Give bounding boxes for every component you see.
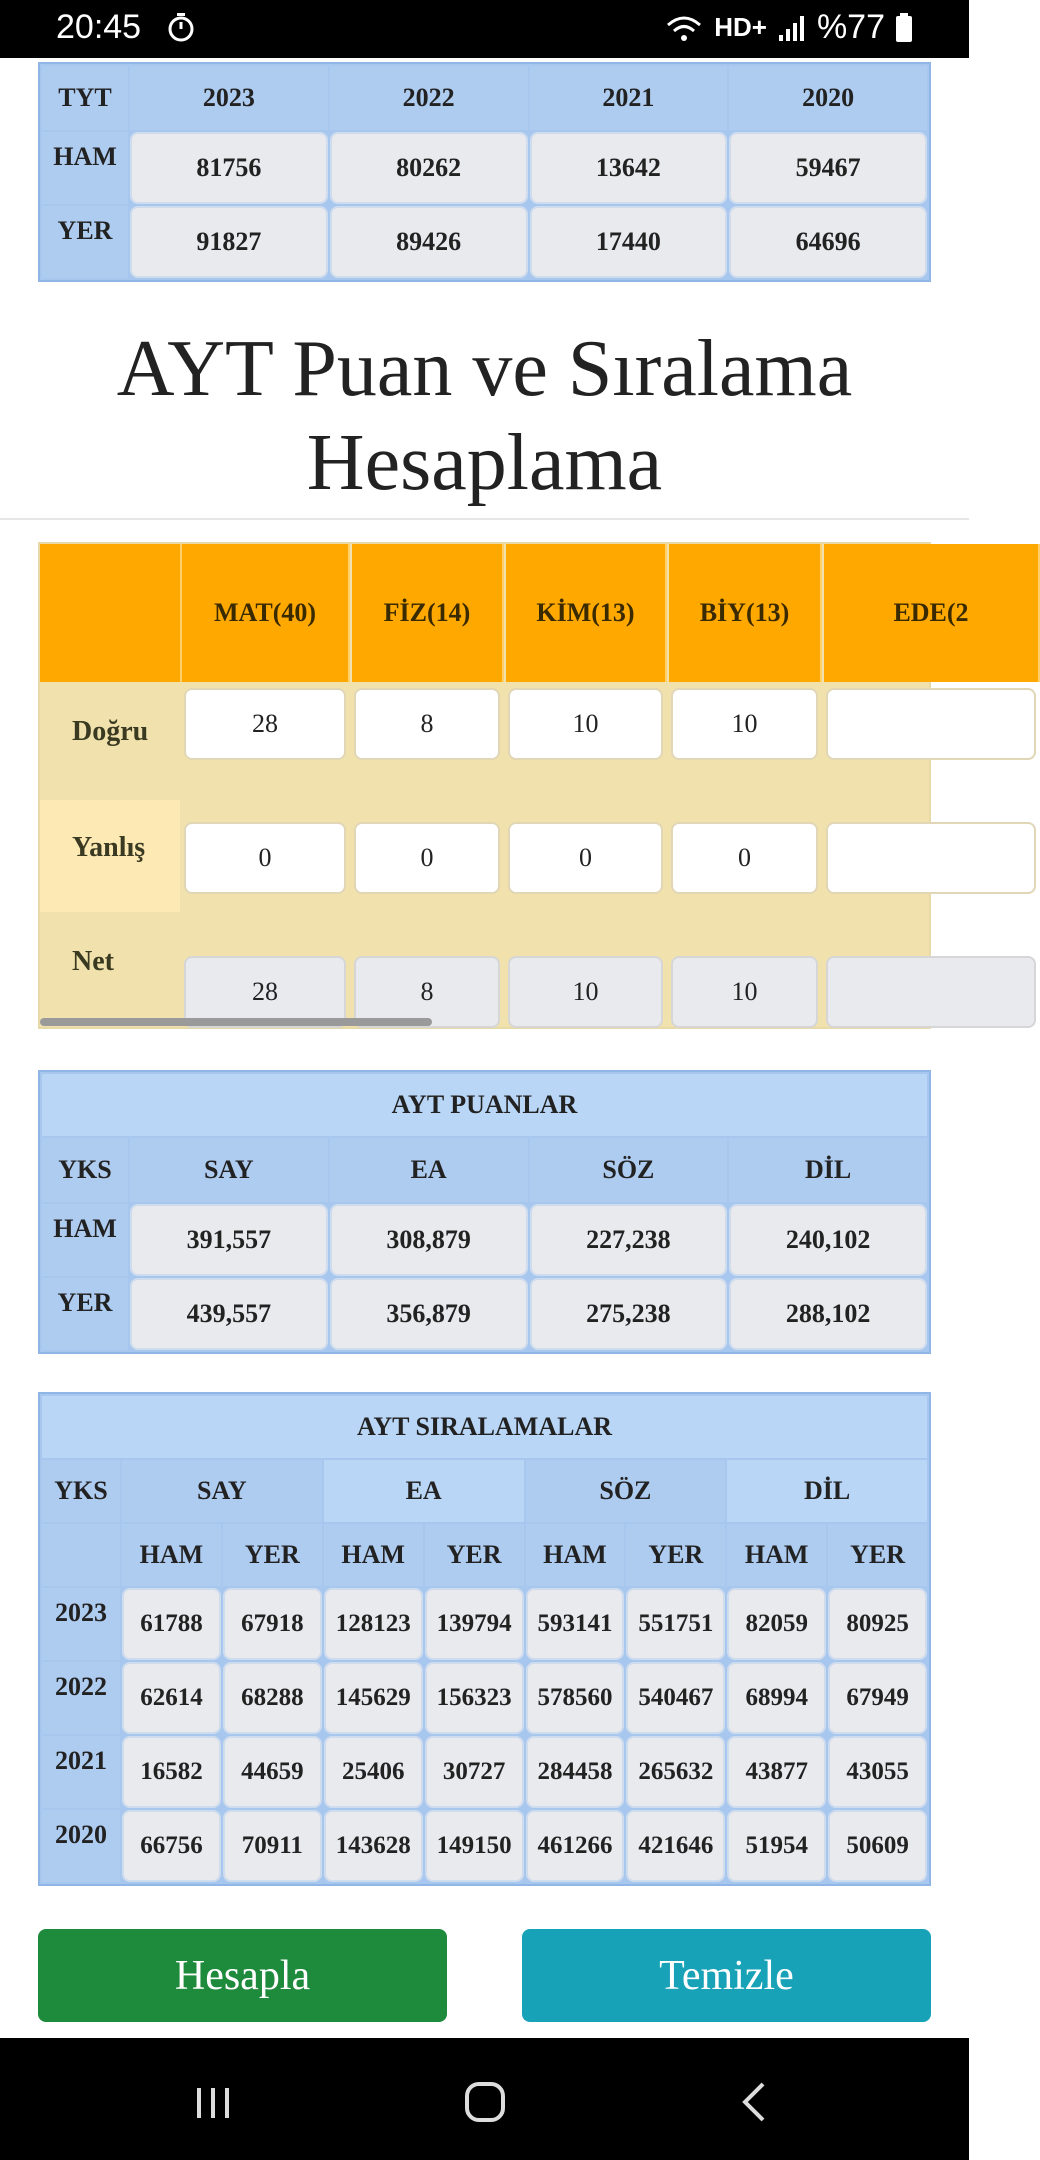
table-row [42,1588,927,1660]
ham-yer-header: HAM [324,1524,423,1586]
table-cell: 61788 [122,1588,221,1660]
ham-yer-header: HAM [727,1524,826,1586]
table-cell: 80925 [828,1588,927,1660]
dogru-input[interactable]: 8 [354,688,500,760]
table-cell: 67918 [223,1588,322,1660]
ayt-siralamalar-table [38,1392,931,1886]
blank-header [42,1524,120,1586]
subject-header: EDE(2 [824,544,1040,682]
score-type-header: DİL [727,1460,927,1522]
score-type-header: SÖZ [526,1460,726,1522]
table-header-label: YKS [42,1460,120,1522]
row-label: YER [42,1278,128,1350]
table-cell: 16582 [122,1736,221,1808]
table-cell: 461266 [526,1810,625,1882]
table-caption: AYT SIRALAMALAR [42,1396,927,1458]
dogru-input[interactable]: 10 [508,688,663,760]
year-header: 2022 [330,66,528,130]
table-cell: 70911 [223,1810,322,1882]
table-cell: 275,238 [530,1278,728,1350]
year-label: 2022 [42,1662,120,1734]
table-cell: 578560 [526,1662,625,1734]
page-title: AYT Puan ve Sıralama Hesaplama [116,325,853,507]
net-value: 10 [508,956,663,1028]
table-cell: 149150 [425,1810,524,1882]
row-label: HAM [42,1204,128,1276]
dogru-input[interactable]: 10 [671,688,818,760]
table-cell: 91827 [130,206,328,278]
table-cell: 240,102 [729,1204,927,1276]
table-cell: 67949 [828,1662,927,1734]
subject-header: MAT(40) [182,544,350,682]
ham-yer-header: YER [626,1524,725,1586]
ham-yer-header: YER [828,1524,927,1586]
table-cell: 44659 [223,1736,322,1808]
row-label-net: Net [72,946,114,977]
ayt-input-grid[interactable] [38,542,969,1029]
table-cell: 593141 [526,1588,625,1660]
wifi-icon [664,13,704,43]
ham-yer-header: YER [425,1524,524,1586]
table-cell: 128123 [324,1588,423,1660]
score-type-header: SÖZ [530,1138,728,1202]
table-cell: 13642 [530,132,728,204]
table-cell: 308,879 [330,1204,528,1276]
table-cell: 284458 [526,1736,625,1808]
table-cell: 81756 [130,132,328,204]
table-cell: 391,557 [130,1204,328,1276]
status-time: 20:45 [56,8,142,46]
score-type-header: DİL [729,1138,927,1202]
dogru-input[interactable]: 28 [184,688,346,760]
table-row [42,1810,927,1882]
table-cell: 139794 [425,1588,524,1660]
yanlis-input[interactable]: 0 [184,822,346,894]
year-header: 2023 [130,66,328,130]
ayt-puanlar-table [38,1070,931,1354]
table-cell: 25406 [324,1736,423,1808]
subject-header: BİY(13) [669,544,822,682]
row-label: YER [42,206,128,278]
table-cell: 145629 [324,1662,423,1734]
battery-icon [895,13,913,43]
ham-yer-header: HAM [526,1524,625,1586]
subject-header: KİM(13) [506,544,667,682]
network-type: HD+ [714,12,767,42]
table-cell: 43877 [727,1736,826,1808]
stopwatch-icon [166,12,196,42]
score-type-header: SAY [122,1460,322,1522]
net-value [826,956,1036,1028]
table-cell: 439,557 [130,1278,328,1350]
table-cell: 540467 [626,1662,725,1734]
yanlis-input[interactable]: 0 [671,822,818,894]
table-cell: 89426 [330,206,528,278]
calculate-button[interactable]: Hesapla [38,1929,447,2022]
net-value: 28 [184,956,346,1028]
table-cell: 82059 [727,1588,826,1660]
net-value: 8 [354,956,500,1028]
table-row [42,1662,927,1734]
table-cell: 68288 [223,1662,322,1734]
status-bar [0,0,969,58]
table-cell: 62614 [122,1662,221,1734]
ham-yer-header: YER [223,1524,322,1586]
battery-percent: %77 [816,8,885,46]
table-cell: 30727 [425,1736,524,1808]
year-label: 2021 [42,1736,120,1808]
score-type-header: SAY [130,1138,328,1202]
dogru-input[interactable] [826,688,1036,760]
table-cell: 80262 [330,132,528,204]
year-header: 2021 [530,66,728,130]
horizontal-scrollbar[interactable] [40,1018,432,1026]
table-cell: 265632 [626,1736,725,1808]
back-icon[interactable] [725,2072,785,2132]
yanlis-input[interactable]: 0 [508,822,663,894]
yanlis-input[interactable]: 0 [354,822,500,894]
table-cell: 421646 [626,1810,725,1882]
table-caption: AYT PUANLAR [42,1074,927,1136]
row-label-dogru: Doğru [72,716,149,747]
score-type-header: EA [330,1138,528,1202]
table-cell: 68994 [727,1662,826,1734]
table-header-label: YKS [42,1138,128,1202]
table-cell: 356,879 [330,1278,528,1350]
table-header-label: TYT [42,66,128,130]
net-value: 10 [671,956,818,1028]
system-nav-bar [0,2038,969,2160]
table-cell: 51954 [727,1810,826,1882]
table-cell: 227,238 [530,1204,728,1276]
year-header: 2020 [729,66,927,130]
recent-apps-icon[interactable] [183,2072,243,2132]
grid-corner [40,544,182,682]
home-icon[interactable] [455,2072,515,2132]
table-cell: 50609 [828,1810,927,1882]
row-label-yanlis: Yanlış [72,832,146,863]
table-row [42,1736,927,1808]
yanlis-input[interactable] [826,822,1036,894]
divider [0,518,969,520]
table-cell: 288,102 [729,1278,927,1350]
year-label: 2023 [42,1588,120,1660]
tyt-table [38,62,931,282]
row-label: HAM [42,132,128,204]
ham-yer-header: HAM [122,1524,221,1586]
score-type-header: EA [324,1460,524,1522]
subject-header: FİZ(14) [352,544,504,682]
table-cell: 59467 [729,132,927,204]
table-cell: 156323 [425,1662,524,1734]
signal-icon [777,13,807,43]
clear-button[interactable]: Temizle [522,1929,931,2022]
table-cell: 17440 [530,206,728,278]
table-cell: 143628 [324,1810,423,1882]
year-label: 2020 [42,1810,120,1882]
table-cell: 66756 [122,1810,221,1882]
table-cell: 64696 [729,206,927,278]
table-cell: 43055 [828,1736,927,1808]
table-cell: 551751 [626,1588,725,1660]
